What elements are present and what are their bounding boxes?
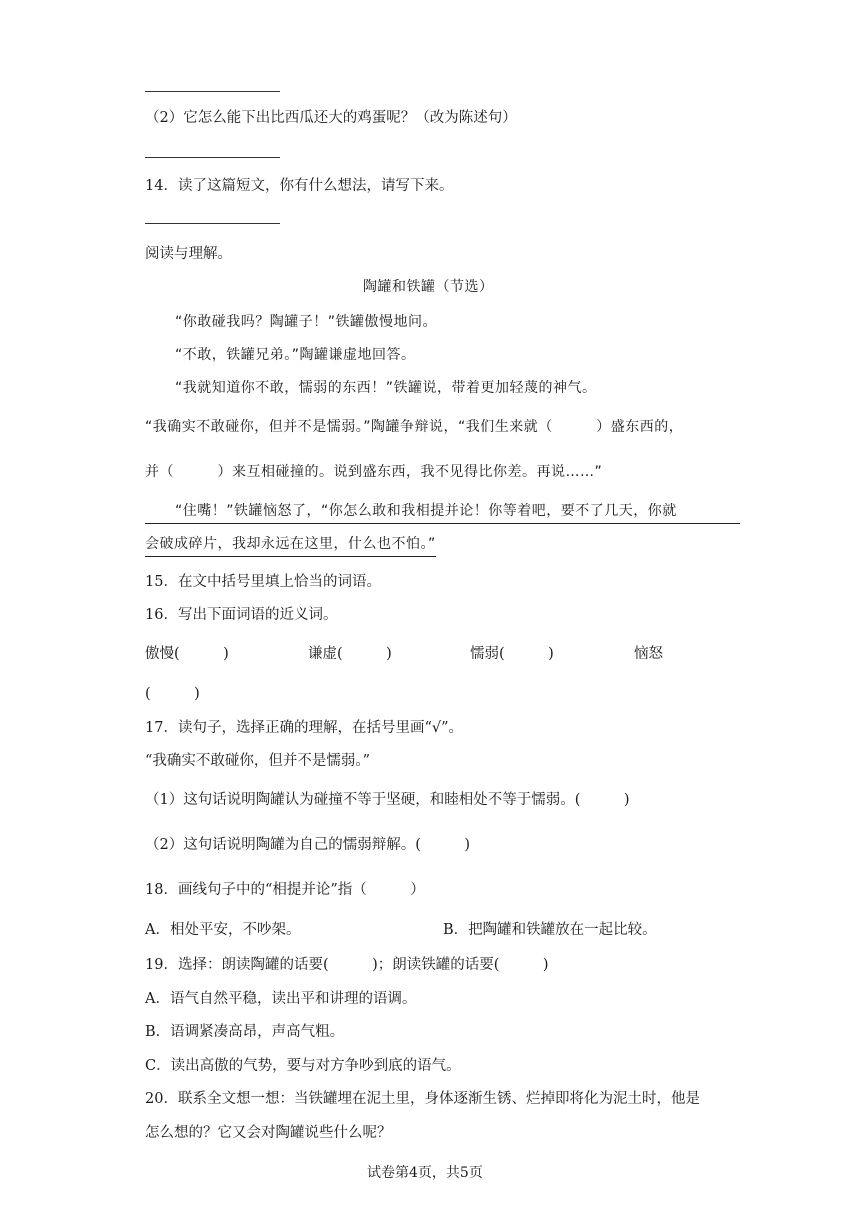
- question-17-option-2[interactable]: （2）这句话说明陶罐为自己的懦弱辩解。( ): [145, 837, 471, 853]
- passage-paragraph-1: “你敢碰我吗？陶罐子！”铁罐傲慢地问。: [175, 314, 438, 330]
- question-18-option-a[interactable]: A．相处平安，不吵架。: [145, 922, 301, 938]
- question-17: 17．读句子，选择正确的理解，在括号里画“√”。: [145, 720, 464, 736]
- answer-blank-2[interactable]: [145, 157, 280, 158]
- question-18: 18．画线句子中的“相提并论”指（ ）: [145, 882, 425, 898]
- question-16: 16．写出下面词语的近义词。: [145, 607, 338, 623]
- reading-heading: 阅读与理解。: [145, 246, 232, 262]
- passage-title: 陶罐和铁罐（节选）: [363, 279, 494, 295]
- synonym-item-4: 恼怒: [634, 646, 663, 662]
- question-17-quote: “我确实不敢碰你，但并不是懦弱。”: [145, 753, 371, 769]
- question-20-line-2: 怎么想的？它又会对陶罐说些什么呢？: [145, 1125, 392, 1141]
- passage-paragraph-4-line-2: 并（ ）来互相碰撞的。说到盛东西，我不见得比你差。再说……”: [145, 464, 603, 480]
- passage-paragraph-2: “不敢，铁罐兄弟。”陶罐谦虚地回答。: [175, 347, 416, 363]
- answer-blank-3[interactable]: [145, 223, 280, 224]
- question-19-option-c[interactable]: C．读出高傲的气势，要与对方争吵到底的语气。: [145, 1058, 461, 1074]
- question-13-2: （2）它怎么能下出比西瓜还大的鸡蛋呢？（改为陈述句）: [145, 110, 517, 126]
- passage-paragraph-3: “我就知道你不敢，懦弱的东西！”铁罐说，带着更加轻蔑的神气。: [175, 380, 597, 396]
- question-19: 19．选择：朗读陶罐的话要( )；朗读铁罐的话要( ): [145, 957, 549, 973]
- synonym-item-4-blank[interactable]: ( ): [145, 686, 200, 702]
- question-14: 14．读了这篇短文，你有什么想法，请写下来。: [145, 178, 454, 194]
- underlined-sentence-line-2: 会破成碎片，我却永远在这里，什么也不怕。”: [145, 533, 436, 557]
- synonym-item-3[interactable]: 懦弱( ): [470, 646, 554, 662]
- underlined-sentence-line-1: “住嘴！”铁罐恼怒了，“你怎么敢和我相提并论！你等着吧，要不了几天，你就: [145, 500, 740, 524]
- passage-paragraph-4-line-1: “我确实不敢碰你，但并不是懦弱。”陶罐争辩说，“我们生来就（ ）盛东西的，: [145, 419, 684, 435]
- question-19-option-a[interactable]: A．语气自然平稳，读出平和讲理的语调。: [145, 991, 417, 1007]
- question-20-line-1: 20．联系全文想一想：当铁罐埋在泥土里，身体逐渐生锈、烂掉即将化为泥土时，他是: [145, 1091, 700, 1107]
- question-18-option-b[interactable]: B．把陶罐和铁罐放在一起比较。: [443, 922, 657, 938]
- page-footer: 试卷第4页，共5页: [367, 1165, 483, 1181]
- question-19-option-b[interactable]: B．语调紧凑高昂，声高气粗。: [145, 1024, 345, 1040]
- answer-blank-1[interactable]: [145, 91, 280, 92]
- synonym-item-1[interactable]: 傲慢( ): [145, 646, 229, 662]
- synonym-item-2[interactable]: 谦虚( ): [308, 646, 392, 662]
- question-17-option-1[interactable]: （1）这句话说明陶罐认为碰撞不等于坚硬，和睦相处不等于懦弱。( ): [145, 792, 630, 808]
- question-15: 15．在文中括号里填上恰当的词语。: [145, 574, 381, 590]
